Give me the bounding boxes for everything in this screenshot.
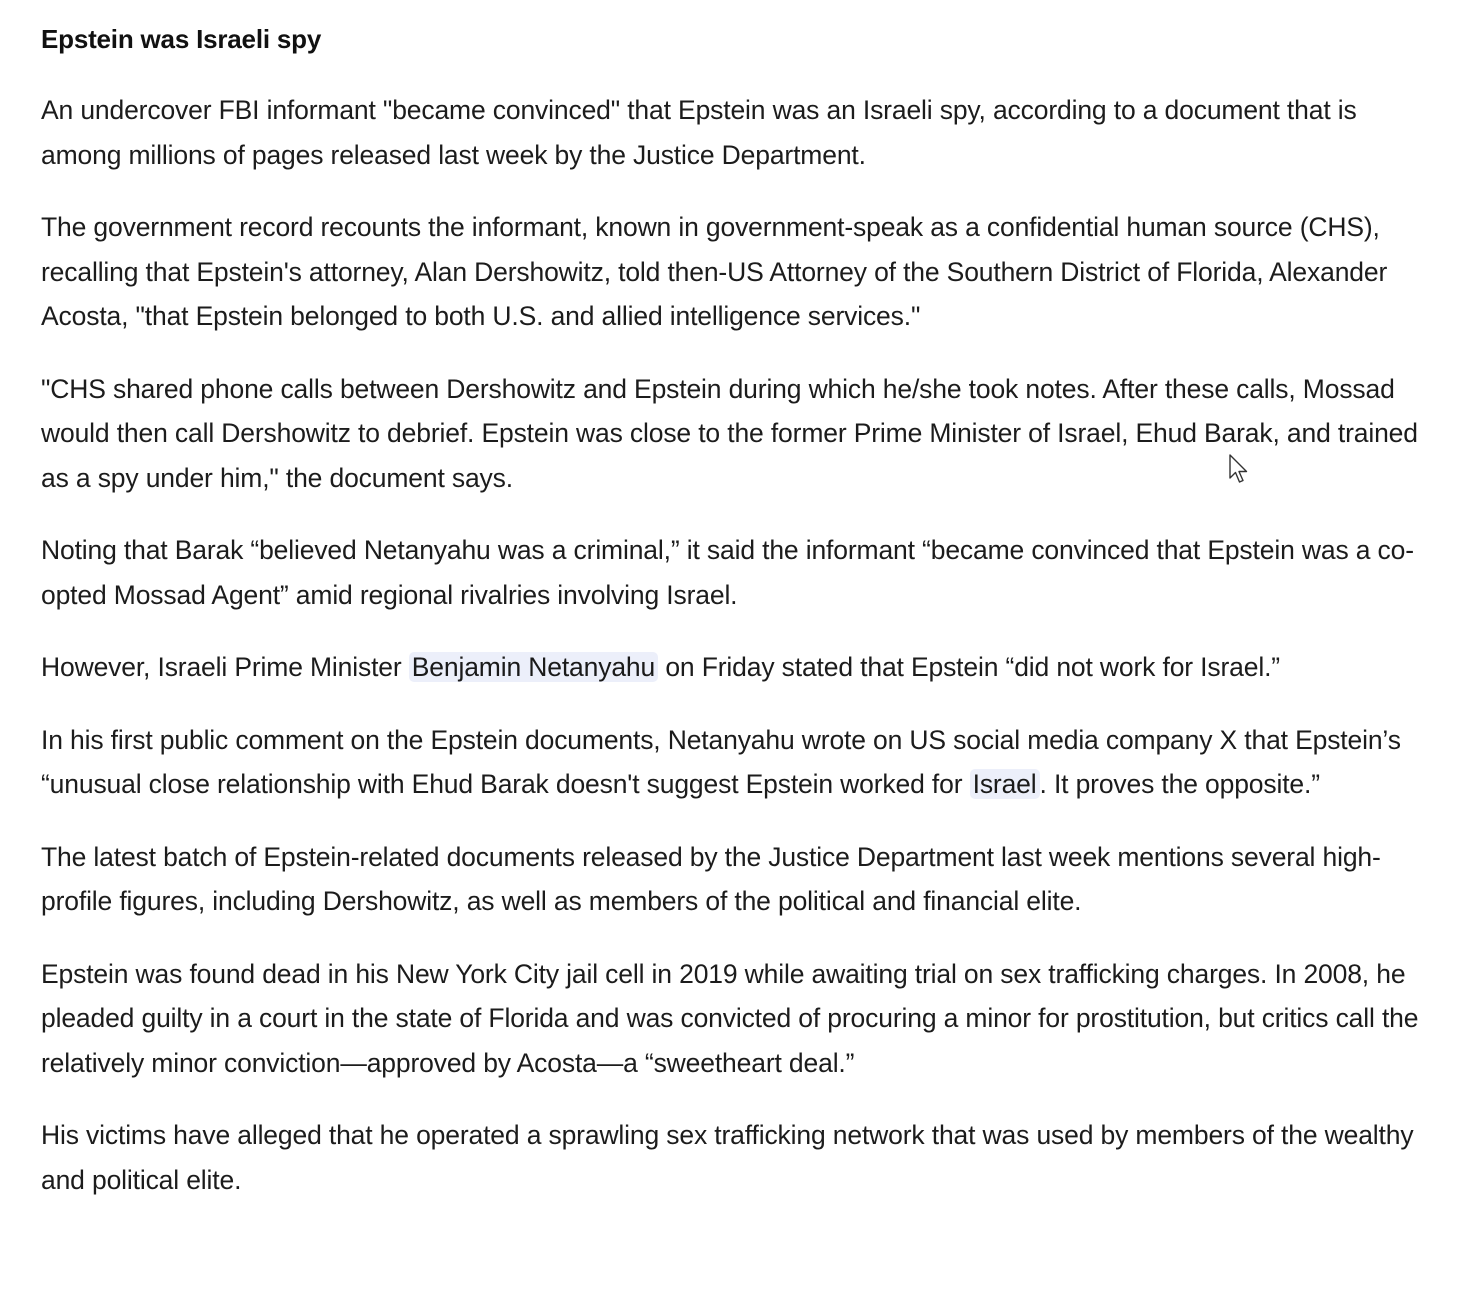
section-heading: Epstein was Israeli spy [41, 24, 322, 54]
topic-tag-benjamin-netanyahu[interactable]: Benjamin Netanyahu [409, 652, 658, 682]
paragraph-6-text-before: In his first public comment on the Epstein documents, Netanyahu wrote on US social media company X that Epstein’s “unusual close relationship with Ehud Barak doesn't suggest Epstein worked for [41, 724, 1401, 799]
paragraph-8: Epstein was found dead in his New York City jail cell in 2019 while awaiting trial on sex trafficking charges. In 2008, he pleaded guilty in a court in the state of Florida and was convicted of procuring a minor for prostitution, but critics call the relatively minor conviction—approved by Acosta—a “sweetheart deal.” [41, 958, 1419, 1078]
paragraph-7: The latest batch of Epstein-related documents released by the Justice Department last week mentions several high-profile figures, including Dershowitz, as well as members of the political and financial elite. [41, 841, 1381, 916]
paragraph-3: "CHS shared phone calls between Dershowitz and Epstein during which he/she took notes. After these calls, Mossad would then call Dershowitz to debrief. Epstein was close to the former Prime Minister of Israel, Ehud Barak, and trained as a spy under him," the document says. [41, 373, 1418, 493]
article-body [41, 18, 1431, 1230]
paragraph-4: Noting that Barak “believed Netanyahu was a criminal,” it said the informant “became convinced that Epstein was a co-opted Mossad Agent” amid regional rivalries involving Israel. [41, 535, 1414, 610]
paragraph-5 [41, 645, 1431, 690]
topic-tag-israel[interactable]: Israel [970, 769, 1040, 799]
paragraph-2: The government record recounts the informant, known in government-speak as a confidential human source (CHS), recalling that Epstein's attorney, Alan Dershowitz, told then-US Attorney of the Southern District of Florida, Alexander Acosta, "that Epstein belonged to both U.S. and allied intelligence services." [41, 212, 1388, 331]
paragraph-1: An undercover FBI informant "became convinced" that Epstein was an Israeli spy, according to a document that is among millions of pages released last week by the Justice Department. [41, 95, 1357, 170]
paragraph-9: His victims have alleged that he operated a sprawling sex trafficking network that was used by members of the wealthy and political elite. [41, 1120, 1414, 1195]
mouse-pointer-icon [1228, 454, 1250, 486]
paragraph-5-text-before: However, Israeli Prime Minister [41, 652, 409, 682]
paragraph-6-text-after: . It proves the opposite.” [1039, 769, 1320, 799]
paragraph-5-text-after: on Friday stated that Epstein “did not work for Israel.” [658, 652, 1280, 682]
paragraph-6 [41, 718, 1431, 807]
